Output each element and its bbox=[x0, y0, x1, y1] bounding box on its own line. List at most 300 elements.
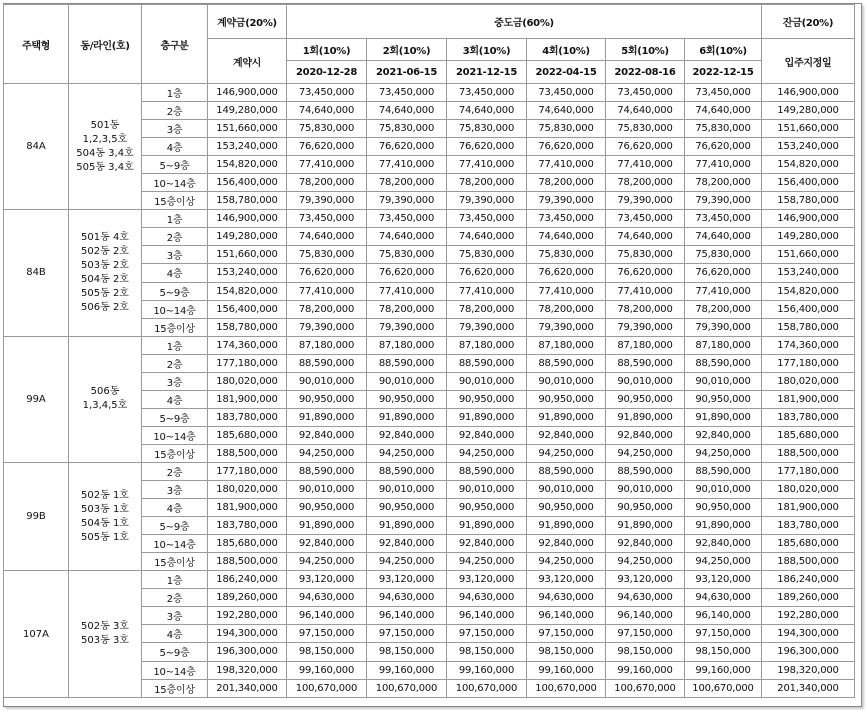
deposit-cell: 194,300,000 bbox=[208, 625, 287, 643]
interim-4-cell: 93,120,000 bbox=[527, 571, 606, 589]
floor-cell: 15층이상 bbox=[142, 318, 208, 336]
interim-6-cell: 100,670,000 bbox=[685, 679, 762, 697]
interim-4-cell: 76,620,000 bbox=[527, 264, 606, 282]
interim-3-cell: 90,950,000 bbox=[447, 499, 527, 517]
interim-5-cell: 87,180,000 bbox=[606, 336, 685, 354]
interim-6-cell: 88,590,000 bbox=[685, 354, 762, 372]
deposit-cell: 201,340,000 bbox=[208, 679, 287, 697]
balance-cell: 153,240,000 bbox=[762, 138, 855, 156]
interim-5-cell: 78,200,000 bbox=[606, 300, 685, 318]
building-line-cell bbox=[69, 210, 142, 336]
interim-6-cell: 76,620,000 bbox=[685, 264, 762, 282]
interim-2-cell: 99,160,000 bbox=[367, 661, 447, 679]
interim-3-cell: 88,590,000 bbox=[447, 354, 527, 372]
interim-2-cell: 94,250,000 bbox=[367, 444, 447, 462]
interim-1-cell: 94,630,000 bbox=[287, 589, 367, 607]
interim-5-cell: 92,840,000 bbox=[606, 535, 685, 553]
balance-cell: 188,500,000 bbox=[762, 553, 855, 571]
header-deposit: 계약금(20%) bbox=[208, 5, 287, 39]
interim-6-cell: 74,640,000 bbox=[685, 102, 762, 120]
balance-cell: 146,900,000 bbox=[762, 210, 855, 228]
building-line-cell bbox=[69, 84, 142, 210]
balance-cell: 181,900,000 bbox=[762, 390, 855, 408]
interim-1-cell: 93,120,000 bbox=[287, 571, 367, 589]
balance-cell: 185,680,000 bbox=[762, 426, 855, 444]
interim-1-cell: 77,410,000 bbox=[287, 156, 367, 174]
deposit-cell: 156,400,000 bbox=[208, 300, 287, 318]
interim-1-cell: 75,830,000 bbox=[287, 246, 367, 264]
interim-1-cell: 91,890,000 bbox=[287, 517, 367, 535]
interim-5-cell: 94,630,000 bbox=[606, 589, 685, 607]
interim-6-cell: 73,450,000 bbox=[685, 84, 762, 102]
interim-3-cell: 88,590,000 bbox=[447, 462, 527, 480]
balance-cell: 156,400,000 bbox=[762, 300, 855, 318]
floor-cell: 5~9층 bbox=[142, 408, 208, 426]
interim-1-cell: 99,160,000 bbox=[287, 661, 367, 679]
interim-4-cell: 74,640,000 bbox=[527, 102, 606, 120]
interim-6-cell: 79,390,000 bbox=[685, 192, 762, 210]
interim-3-cell: 92,840,000 bbox=[447, 426, 527, 444]
balance-cell: 186,240,000 bbox=[762, 571, 855, 589]
interim-4-cell: 94,250,000 bbox=[527, 444, 606, 462]
interim-2-cell: 74,640,000 bbox=[367, 228, 447, 246]
interim-2-cell: 93,120,000 bbox=[367, 571, 447, 589]
interim-5-cell: 75,830,000 bbox=[606, 120, 685, 138]
interim-1-cell: 74,640,000 bbox=[287, 102, 367, 120]
deposit-cell: 174,360,000 bbox=[208, 336, 287, 354]
interim-3-cell: 76,620,000 bbox=[447, 264, 527, 282]
interim-5-cell: 90,950,000 bbox=[606, 499, 685, 517]
interim-4-cell: 100,670,000 bbox=[527, 679, 606, 697]
interim-3-cell: 79,390,000 bbox=[447, 318, 527, 336]
interim-5-cell: 77,410,000 bbox=[606, 282, 685, 300]
interim-2-cell: 77,410,000 bbox=[367, 156, 447, 174]
deposit-cell: 146,900,000 bbox=[208, 84, 287, 102]
interim-6-cell: 91,890,000 bbox=[685, 517, 762, 535]
interim-4-cell: 90,010,000 bbox=[527, 372, 606, 390]
balance-cell: 146,900,000 bbox=[762, 84, 855, 102]
balance-cell: 177,180,000 bbox=[762, 462, 855, 480]
interim-2-cell: 91,890,000 bbox=[367, 408, 447, 426]
floor-cell: 2층 bbox=[142, 228, 208, 246]
interim-4-cell: 76,620,000 bbox=[527, 138, 606, 156]
interim-6-cell: 98,150,000 bbox=[685, 643, 762, 661]
interim-3-cell: 75,830,000 bbox=[447, 246, 527, 264]
interim-5-cell: 94,250,000 bbox=[606, 444, 685, 462]
interim-2-cell: 77,410,000 bbox=[367, 282, 447, 300]
header-balance-sub: 입주지정일 bbox=[762, 39, 855, 84]
interim-3-cell: 91,890,000 bbox=[447, 408, 527, 426]
balance-cell: 192,280,000 bbox=[762, 607, 855, 625]
interim-2-cell: 90,010,000 bbox=[367, 372, 447, 390]
deposit-cell: 180,020,000 bbox=[208, 481, 287, 499]
unit-type-cell: 84A bbox=[4, 84, 69, 210]
building-line-entry: 503동 3호 bbox=[81, 635, 129, 647]
floor-cell: 2층 bbox=[142, 462, 208, 480]
building-line-entry: 1,2,3,5호 bbox=[82, 133, 128, 145]
interim-1-cell: 88,590,000 bbox=[287, 462, 367, 480]
interim-1-cell: 98,150,000 bbox=[287, 643, 367, 661]
interim-1-cell: 79,390,000 bbox=[287, 318, 367, 336]
header-row-1 bbox=[4, 5, 855, 39]
deposit-cell: 177,180,000 bbox=[208, 354, 287, 372]
interim-5-cell: 90,950,000 bbox=[606, 390, 685, 408]
interim-3-cell: 73,450,000 bbox=[447, 84, 527, 102]
table-body bbox=[4, 84, 855, 698]
interim-5-cell: 94,250,000 bbox=[606, 553, 685, 571]
interim-2-cell: 73,450,000 bbox=[367, 84, 447, 102]
interim-3-cell: 78,200,000 bbox=[447, 174, 527, 192]
interim-4-cell: 73,450,000 bbox=[527, 210, 606, 228]
table-row bbox=[4, 462, 855, 480]
interim-6-cell: 94,630,000 bbox=[685, 589, 762, 607]
balance-cell: 153,240,000 bbox=[762, 264, 855, 282]
interim-4-cell: 98,150,000 bbox=[527, 643, 606, 661]
interim-2-cell: 78,200,000 bbox=[367, 300, 447, 318]
deposit-cell: 151,660,000 bbox=[208, 120, 287, 138]
deposit-cell: 149,280,000 bbox=[208, 228, 287, 246]
unit-type-cell: 99A bbox=[4, 336, 69, 462]
interim-2-cell: 75,830,000 bbox=[367, 246, 447, 264]
interim-2-cell: 87,180,000 bbox=[367, 336, 447, 354]
floor-cell: 15층이상 bbox=[142, 679, 208, 697]
balance-cell: 149,280,000 bbox=[762, 102, 855, 120]
floor-cell: 10~14층 bbox=[142, 535, 208, 553]
interim-3-cell: 96,140,000 bbox=[447, 607, 527, 625]
floor-cell: 3층 bbox=[142, 120, 208, 138]
building-line-entry: 503동 1호 bbox=[81, 503, 129, 515]
balance-cell: 149,280,000 bbox=[762, 228, 855, 246]
floor-cell: 4층 bbox=[142, 625, 208, 643]
interim-2-cell: 90,950,000 bbox=[367, 390, 447, 408]
interim-4-cell: 75,830,000 bbox=[527, 246, 606, 264]
deposit-cell: 181,900,000 bbox=[208, 499, 287, 517]
interim-4-cell: 90,950,000 bbox=[527, 499, 606, 517]
balance-cell: 177,180,000 bbox=[762, 354, 855, 372]
interim-5-cell: 90,010,000 bbox=[606, 481, 685, 499]
interim-5-cell: 99,160,000 bbox=[606, 661, 685, 679]
interim-3-cell: 90,950,000 bbox=[447, 390, 527, 408]
interim-2-cell: 92,840,000 bbox=[367, 535, 447, 553]
header-installment-date-3: 2021-12-15 bbox=[447, 61, 527, 84]
interim-3-cell: 98,150,000 bbox=[447, 643, 527, 661]
interim-2-cell: 90,010,000 bbox=[367, 481, 447, 499]
interim-3-cell: 97,150,000 bbox=[447, 625, 527, 643]
balance-cell: 180,020,000 bbox=[762, 372, 855, 390]
interim-5-cell: 74,640,000 bbox=[606, 102, 685, 120]
floor-cell: 3층 bbox=[142, 246, 208, 264]
header-unit-type: 주택형 bbox=[4, 5, 69, 84]
interim-6-cell: 92,840,000 bbox=[685, 426, 762, 444]
interim-1-cell: 73,450,000 bbox=[287, 84, 367, 102]
header-installment-4: 4회(10%) bbox=[527, 39, 606, 61]
interim-4-cell: 78,200,000 bbox=[527, 174, 606, 192]
deposit-cell: 153,240,000 bbox=[208, 138, 287, 156]
interim-6-cell: 78,200,000 bbox=[685, 174, 762, 192]
deposit-cell: 192,280,000 bbox=[208, 607, 287, 625]
interim-1-cell: 92,840,000 bbox=[287, 426, 367, 444]
balance-cell: 188,500,000 bbox=[762, 444, 855, 462]
interim-5-cell: 73,450,000 bbox=[606, 210, 685, 228]
balance-cell: 154,820,000 bbox=[762, 282, 855, 300]
building-line-entry: 504동 2호 bbox=[81, 273, 129, 285]
interim-6-cell: 73,450,000 bbox=[685, 210, 762, 228]
header-installment-6: 6회(10%) bbox=[685, 39, 762, 61]
interim-5-cell: 79,390,000 bbox=[606, 192, 685, 210]
interim-3-cell: 77,410,000 bbox=[447, 282, 527, 300]
interim-1-cell: 91,890,000 bbox=[287, 408, 367, 426]
header-installment-date-5: 2022-08-16 bbox=[606, 61, 685, 84]
interim-6-cell: 78,200,000 bbox=[685, 300, 762, 318]
interim-4-cell: 88,590,000 bbox=[527, 462, 606, 480]
deposit-cell: 198,320,000 bbox=[208, 661, 287, 679]
header-installment-date-2: 2021-06-15 bbox=[367, 61, 447, 84]
deposit-cell: 183,780,000 bbox=[208, 517, 287, 535]
interim-1-cell: 74,640,000 bbox=[287, 228, 367, 246]
table-row bbox=[4, 571, 855, 589]
interim-6-cell: 91,890,000 bbox=[685, 408, 762, 426]
building-line-entry: 1,3,4,5호 bbox=[82, 400, 128, 412]
interim-5-cell: 74,640,000 bbox=[606, 228, 685, 246]
interim-1-cell: 90,950,000 bbox=[287, 499, 367, 517]
interim-5-cell: 93,120,000 bbox=[606, 571, 685, 589]
interim-6-cell: 99,160,000 bbox=[685, 661, 762, 679]
balance-cell: 151,660,000 bbox=[762, 120, 855, 138]
interim-4-cell: 73,450,000 bbox=[527, 84, 606, 102]
table-row bbox=[4, 84, 855, 102]
header-installment-5: 5회(10%) bbox=[606, 39, 685, 61]
building-line-cell bbox=[69, 462, 142, 570]
header-interim: 중도금(60%) bbox=[287, 5, 762, 39]
interim-4-cell: 91,890,000 bbox=[527, 517, 606, 535]
unit-type-cell: 84B bbox=[4, 210, 69, 336]
interim-6-cell: 94,250,000 bbox=[685, 553, 762, 571]
deposit-cell: 180,020,000 bbox=[208, 372, 287, 390]
building-line-entry: 501동 4호 bbox=[81, 231, 129, 243]
balance-cell: 158,780,000 bbox=[762, 318, 855, 336]
deposit-cell: 154,820,000 bbox=[208, 282, 287, 300]
interim-2-cell: 94,630,000 bbox=[367, 589, 447, 607]
interim-6-cell: 94,250,000 bbox=[685, 444, 762, 462]
interim-6-cell: 75,830,000 bbox=[685, 120, 762, 138]
header-balance: 잔금(20%) bbox=[762, 5, 855, 39]
deposit-cell: 196,300,000 bbox=[208, 643, 287, 661]
deposit-cell: 177,180,000 bbox=[208, 462, 287, 480]
deposit-cell: 149,280,000 bbox=[208, 102, 287, 120]
header-installment-date-6: 2022-12-15 bbox=[685, 61, 762, 84]
floor-cell: 10~14층 bbox=[142, 661, 208, 679]
interim-3-cell: 100,670,000 bbox=[447, 679, 527, 697]
floor-cell: 5~9층 bbox=[142, 282, 208, 300]
balance-cell: 185,680,000 bbox=[762, 535, 855, 553]
header-installment-date-1: 2020-12-28 bbox=[287, 61, 367, 84]
interim-1-cell: 100,670,000 bbox=[287, 679, 367, 697]
floor-cell: 3층 bbox=[142, 607, 208, 625]
interim-5-cell: 75,830,000 bbox=[606, 246, 685, 264]
interim-4-cell: 90,950,000 bbox=[527, 390, 606, 408]
interim-5-cell: 78,200,000 bbox=[606, 174, 685, 192]
interim-1-cell: 78,200,000 bbox=[287, 300, 367, 318]
interim-3-cell: 78,200,000 bbox=[447, 300, 527, 318]
interim-1-cell: 87,180,000 bbox=[287, 336, 367, 354]
balance-cell: 201,340,000 bbox=[762, 679, 855, 697]
balance-cell: 194,300,000 bbox=[762, 625, 855, 643]
interim-2-cell: 78,200,000 bbox=[367, 174, 447, 192]
floor-cell: 1층 bbox=[142, 210, 208, 228]
interim-4-cell: 91,890,000 bbox=[527, 408, 606, 426]
interim-2-cell: 79,390,000 bbox=[367, 192, 447, 210]
floor-cell: 1층 bbox=[142, 336, 208, 354]
interim-1-cell: 90,010,000 bbox=[287, 481, 367, 499]
interim-1-cell: 94,250,000 bbox=[287, 444, 367, 462]
interim-2-cell: 76,620,000 bbox=[367, 138, 447, 156]
interim-1-cell: 79,390,000 bbox=[287, 192, 367, 210]
interim-1-cell: 78,200,000 bbox=[287, 174, 367, 192]
interim-5-cell: 96,140,000 bbox=[606, 607, 685, 625]
deposit-cell: 181,900,000 bbox=[208, 390, 287, 408]
deposit-cell: 189,260,000 bbox=[208, 589, 287, 607]
interim-4-cell: 79,390,000 bbox=[527, 318, 606, 336]
interim-3-cell: 90,010,000 bbox=[447, 372, 527, 390]
balance-cell: 151,660,000 bbox=[762, 246, 855, 264]
header-installment-2: 2회(10%) bbox=[367, 39, 447, 61]
header-installment-date-4: 2022-04-15 bbox=[527, 61, 606, 84]
interim-3-cell: 76,620,000 bbox=[447, 138, 527, 156]
floor-cell: 5~9층 bbox=[142, 517, 208, 535]
deposit-cell: 146,900,000 bbox=[208, 210, 287, 228]
interim-2-cell: 88,590,000 bbox=[367, 354, 447, 372]
interim-5-cell: 98,150,000 bbox=[606, 643, 685, 661]
building-line-entry: 501동 bbox=[90, 119, 120, 131]
balance-cell: 158,780,000 bbox=[762, 192, 855, 210]
interim-1-cell: 76,620,000 bbox=[287, 264, 367, 282]
interim-5-cell: 97,150,000 bbox=[606, 625, 685, 643]
interim-6-cell: 75,830,000 bbox=[685, 246, 762, 264]
interim-4-cell: 96,140,000 bbox=[527, 607, 606, 625]
building-line-entry: 502동 2호 bbox=[81, 245, 129, 257]
interim-6-cell: 76,620,000 bbox=[685, 138, 762, 156]
building-line-cell bbox=[69, 336, 142, 462]
interim-6-cell: 90,010,000 bbox=[685, 481, 762, 499]
interim-2-cell: 76,620,000 bbox=[367, 264, 447, 282]
interim-6-cell: 93,120,000 bbox=[685, 571, 762, 589]
unit-type-cell: 99B bbox=[4, 462, 69, 570]
deposit-cell: 158,780,000 bbox=[208, 318, 287, 336]
interim-4-cell: 97,150,000 bbox=[527, 625, 606, 643]
interim-3-cell: 91,890,000 bbox=[447, 517, 527, 535]
interim-5-cell: 77,410,000 bbox=[606, 156, 685, 174]
header-installment-3: 3회(10%) bbox=[447, 39, 527, 61]
interim-6-cell: 87,180,000 bbox=[685, 336, 762, 354]
interim-1-cell: 77,410,000 bbox=[287, 282, 367, 300]
interim-3-cell: 77,410,000 bbox=[447, 156, 527, 174]
balance-cell: 156,400,000 bbox=[762, 174, 855, 192]
floor-cell: 15층이상 bbox=[142, 444, 208, 462]
deposit-cell: 153,240,000 bbox=[208, 264, 287, 282]
interim-6-cell: 97,150,000 bbox=[685, 625, 762, 643]
interim-2-cell: 75,830,000 bbox=[367, 120, 447, 138]
table-row bbox=[4, 210, 855, 228]
deposit-cell: 188,500,000 bbox=[208, 444, 287, 462]
interim-4-cell: 99,160,000 bbox=[527, 661, 606, 679]
payment-schedule-table bbox=[3, 4, 855, 698]
floor-cell: 2층 bbox=[142, 354, 208, 372]
interim-4-cell: 74,640,000 bbox=[527, 228, 606, 246]
floor-cell: 4층 bbox=[142, 138, 208, 156]
interim-3-cell: 94,250,000 bbox=[447, 444, 527, 462]
header-installment-1: 1회(10%) bbox=[287, 39, 367, 61]
unit-type-cell: 107A bbox=[4, 571, 69, 698]
interim-4-cell: 87,180,000 bbox=[527, 336, 606, 354]
interim-4-cell: 90,010,000 bbox=[527, 481, 606, 499]
building-line-entry: 505동 1호 bbox=[81, 531, 129, 543]
floor-cell: 10~14층 bbox=[142, 426, 208, 444]
floor-cell: 5~9층 bbox=[142, 156, 208, 174]
interim-2-cell: 98,150,000 bbox=[367, 643, 447, 661]
interim-4-cell: 75,830,000 bbox=[527, 120, 606, 138]
interim-1-cell: 96,140,000 bbox=[287, 607, 367, 625]
balance-cell: 181,900,000 bbox=[762, 499, 855, 517]
floor-cell: 4층 bbox=[142, 264, 208, 282]
interim-1-cell: 97,150,000 bbox=[287, 625, 367, 643]
interim-4-cell: 77,410,000 bbox=[527, 156, 606, 174]
balance-cell: 174,360,000 bbox=[762, 336, 855, 354]
deposit-cell: 158,780,000 bbox=[208, 192, 287, 210]
interim-3-cell: 94,250,000 bbox=[447, 553, 527, 571]
building-line-entry: 504동 3,4호 bbox=[76, 147, 134, 159]
interim-5-cell: 76,620,000 bbox=[606, 138, 685, 156]
building-line-entry: 506동 bbox=[90, 386, 120, 398]
interim-3-cell: 94,630,000 bbox=[447, 589, 527, 607]
interim-6-cell: 77,410,000 bbox=[685, 282, 762, 300]
floor-cell: 3층 bbox=[142, 372, 208, 390]
interim-6-cell: 96,140,000 bbox=[685, 607, 762, 625]
interim-6-cell: 90,950,000 bbox=[685, 390, 762, 408]
header-deposit-sub: 계약시 bbox=[208, 39, 287, 84]
balance-cell: 183,780,000 bbox=[762, 517, 855, 535]
balance-cell: 196,300,000 bbox=[762, 643, 855, 661]
header-building-line: 동/라인(호) bbox=[69, 5, 142, 84]
interim-5-cell: 100,670,000 bbox=[606, 679, 685, 697]
interim-3-cell: 74,640,000 bbox=[447, 102, 527, 120]
interim-5-cell: 92,840,000 bbox=[606, 426, 685, 444]
balance-cell: 198,320,000 bbox=[762, 661, 855, 679]
deposit-cell: 151,660,000 bbox=[208, 246, 287, 264]
interim-1-cell: 75,830,000 bbox=[287, 120, 367, 138]
floor-cell: 1층 bbox=[142, 571, 208, 589]
floor-cell: 2층 bbox=[142, 589, 208, 607]
interim-5-cell: 90,010,000 bbox=[606, 372, 685, 390]
interim-6-cell: 77,410,000 bbox=[685, 156, 762, 174]
floor-cell: 3층 bbox=[142, 481, 208, 499]
interim-6-cell: 90,010,000 bbox=[685, 372, 762, 390]
building-line-entry: 505동 2호 bbox=[81, 287, 129, 299]
building-line-cell bbox=[69, 571, 142, 698]
interim-6-cell: 88,590,000 bbox=[685, 462, 762, 480]
interim-2-cell: 92,840,000 bbox=[367, 426, 447, 444]
interim-1-cell: 90,010,000 bbox=[287, 372, 367, 390]
interim-5-cell: 76,620,000 bbox=[606, 264, 685, 282]
building-line-entry: 506동 2호 bbox=[81, 301, 129, 313]
interim-4-cell: 92,840,000 bbox=[527, 426, 606, 444]
interim-3-cell: 87,180,000 bbox=[447, 336, 527, 354]
interim-5-cell: 91,890,000 bbox=[606, 517, 685, 535]
floor-cell: 5~9층 bbox=[142, 643, 208, 661]
floor-cell: 1층 bbox=[142, 84, 208, 102]
floor-cell: 10~14층 bbox=[142, 174, 208, 192]
interim-1-cell: 94,250,000 bbox=[287, 553, 367, 571]
building-line-entry: 502동 1호 bbox=[81, 489, 129, 501]
